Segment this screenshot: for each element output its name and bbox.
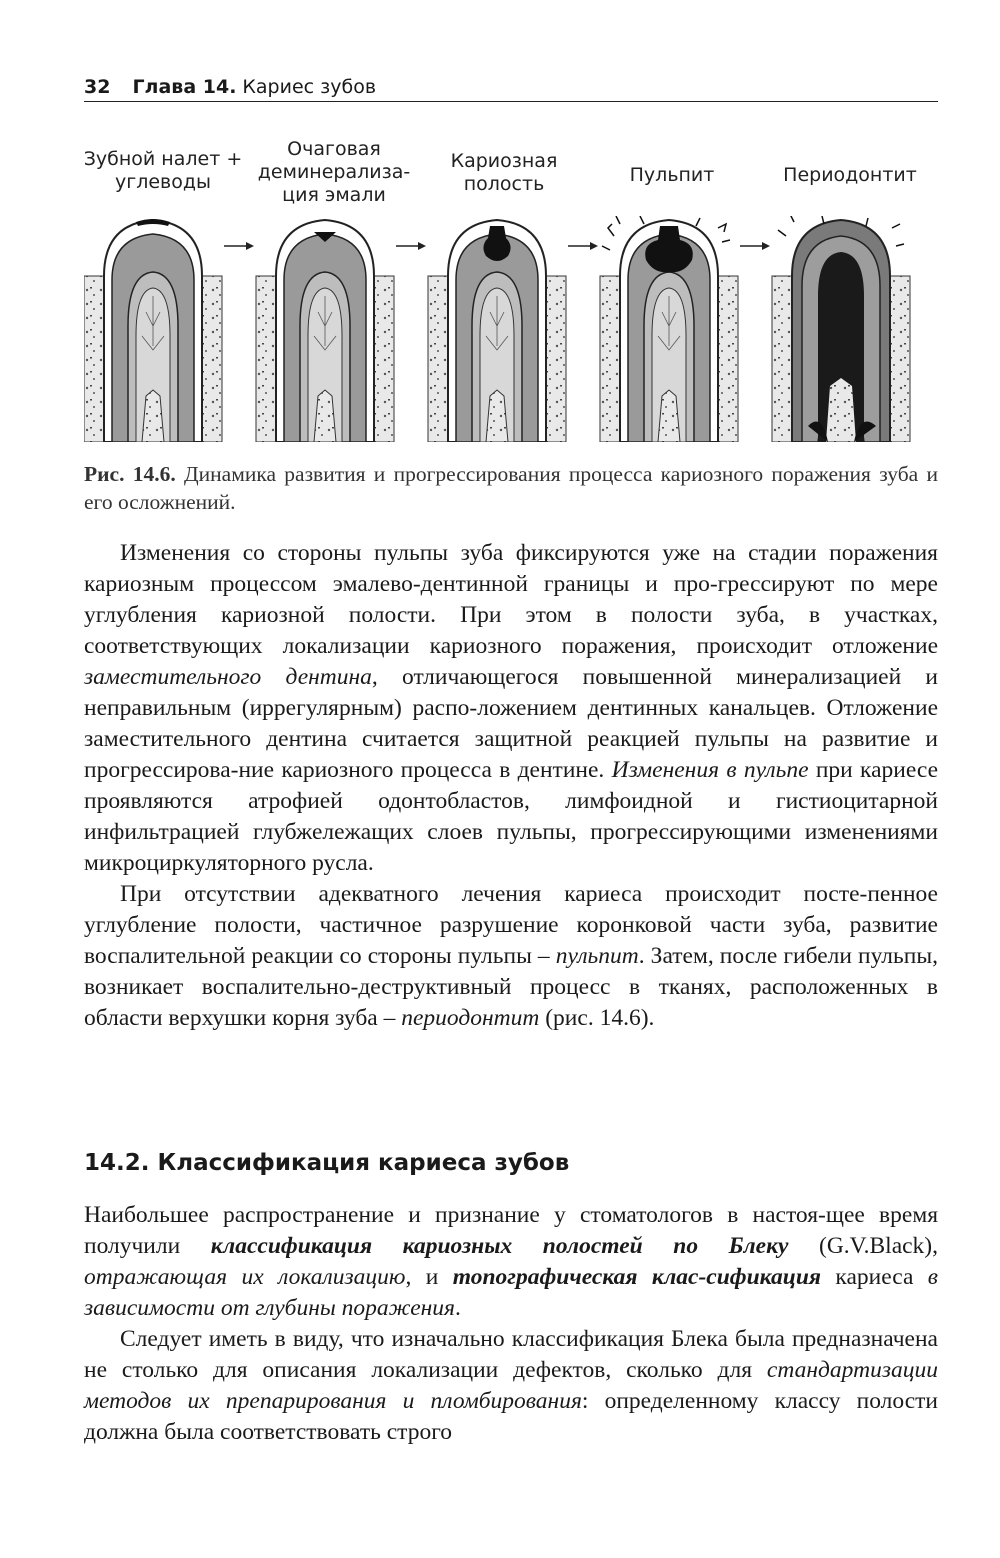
running-header — [84, 72, 938, 102]
stage-label-periodontitis: Периодонтит — [783, 164, 917, 186]
teeth-illustration — [84, 216, 938, 442]
p3-text-2: (G.V.Black), — [819, 1233, 939, 1259]
chapter-title: Кариес зубов — [242, 76, 377, 98]
figure-caption — [84, 460, 938, 516]
stage-label-pulpitis: Пульпит — [629, 164, 715, 186]
tooth-stage-2 — [256, 220, 394, 442]
p2-text-2: . Затем, после гибели пульпы, возникает воспалительно-деструктивный процесс в тканях, расположенных в области верхушки корня зуба – — [84, 943, 938, 1031]
stage-labels — [84, 130, 938, 220]
p2-italic-1: пульпит — [555, 943, 639, 969]
p1-italic-1: заместительного дентина — [84, 664, 372, 690]
caption-text: Динамика развития и прогрессирования процесса кариозного поражения зуба и его осложнений. — [84, 462, 938, 514]
p3-bold-italic-2: топографическая клас-сификация — [452, 1264, 821, 1290]
tooth-stage-1 — [84, 219, 222, 442]
p4-text-1: Следует иметь в виду, что изначально классификация Блека была предназначена не столько для описания локализации дефектов, сколько для — [84, 1326, 938, 1383]
p2-text-3: (рис. 14.6). — [545, 1005, 655, 1031]
p3-text-3: , и — [405, 1264, 439, 1290]
p3-text-1: Наибольшее распространение и признание у стоматологов в настоя-щее время получили — [84, 1202, 938, 1259]
tooth-stage-4 — [600, 216, 738, 442]
p1-text-3: при кариесе проявляются атрофией одонтобластов, лимфоидной и гистиоцитарной инфильтрацией глубжележащих слоев пульпы, прогрессирующими изменениями микроциркуляторного русла. — [84, 757, 939, 876]
section-heading: 14.2. Классификация кариеса зубов — [84, 1150, 570, 1176]
p1-text-1: Изменения со стороны пульпы зуба фиксируются уже на стадии поражения кариозным процессом эмалево-дентинной границы и про-грессируют по мере углубления кариозной полости. При этом в полости зуба, в участках, соответствующих локализации кариозного поражения, происходит отложение — [84, 540, 938, 659]
chapter-label: Глава 14. — [132, 76, 237, 98]
paragraph-pulp-changes — [84, 538, 938, 1034]
tooth-stage-3 — [428, 220, 566, 442]
caption-label: Рис. 14.6. — [84, 462, 176, 486]
p4-text-2: : определенному классу полости должна была соответствовать строго — [84, 1388, 938, 1445]
p3-bold-italic-1: классификация кариозных полостей по Блеку — [210, 1233, 789, 1259]
stage-label-cavity: Кариозная полость — [450, 150, 558, 195]
stage-label-demineralization: Очаговая деминерализа- ция эмали — [257, 138, 411, 206]
p1-text-2: , отличающегося повышенной минерализацией и неправильным (иррегулярным) распо-ложением дентинных канальцев. Отложение заместительного дентина считается защитной реакцией пульпы на развитие и прогрессирова-ние кариозного процесса в дентине. — [84, 664, 938, 783]
p3-text-4: кариеса — [835, 1264, 914, 1290]
p1-italic-2: Изменения в пульпе — [611, 757, 809, 783]
p3-text-5: . — [454, 1295, 461, 1321]
page-number: 32 — [84, 76, 111, 98]
figure-14-6 — [84, 130, 938, 468]
paragraph-classification — [84, 1200, 938, 1448]
p2-italic-2: периодонтит — [401, 1005, 540, 1031]
p4-italic-1: стандартизации методов их препарирования и пломбирования — [84, 1357, 938, 1414]
stage-label-plaque: Зубной налет + углеводы — [83, 148, 243, 193]
p2-text-1: При отсутствии адекватного лечения кариеса происходит посте-пенное углубление полости, частичное разрушение коронковой части зуба, развитие воспалительной реакции со стороны пульпы – — [84, 881, 938, 969]
tooth-stage-5 — [772, 216, 910, 442]
p3-italic-1: отражающая их локализацию — [84, 1264, 406, 1290]
p3-italic-2: в зависимости от глубины поражения — [84, 1264, 938, 1321]
